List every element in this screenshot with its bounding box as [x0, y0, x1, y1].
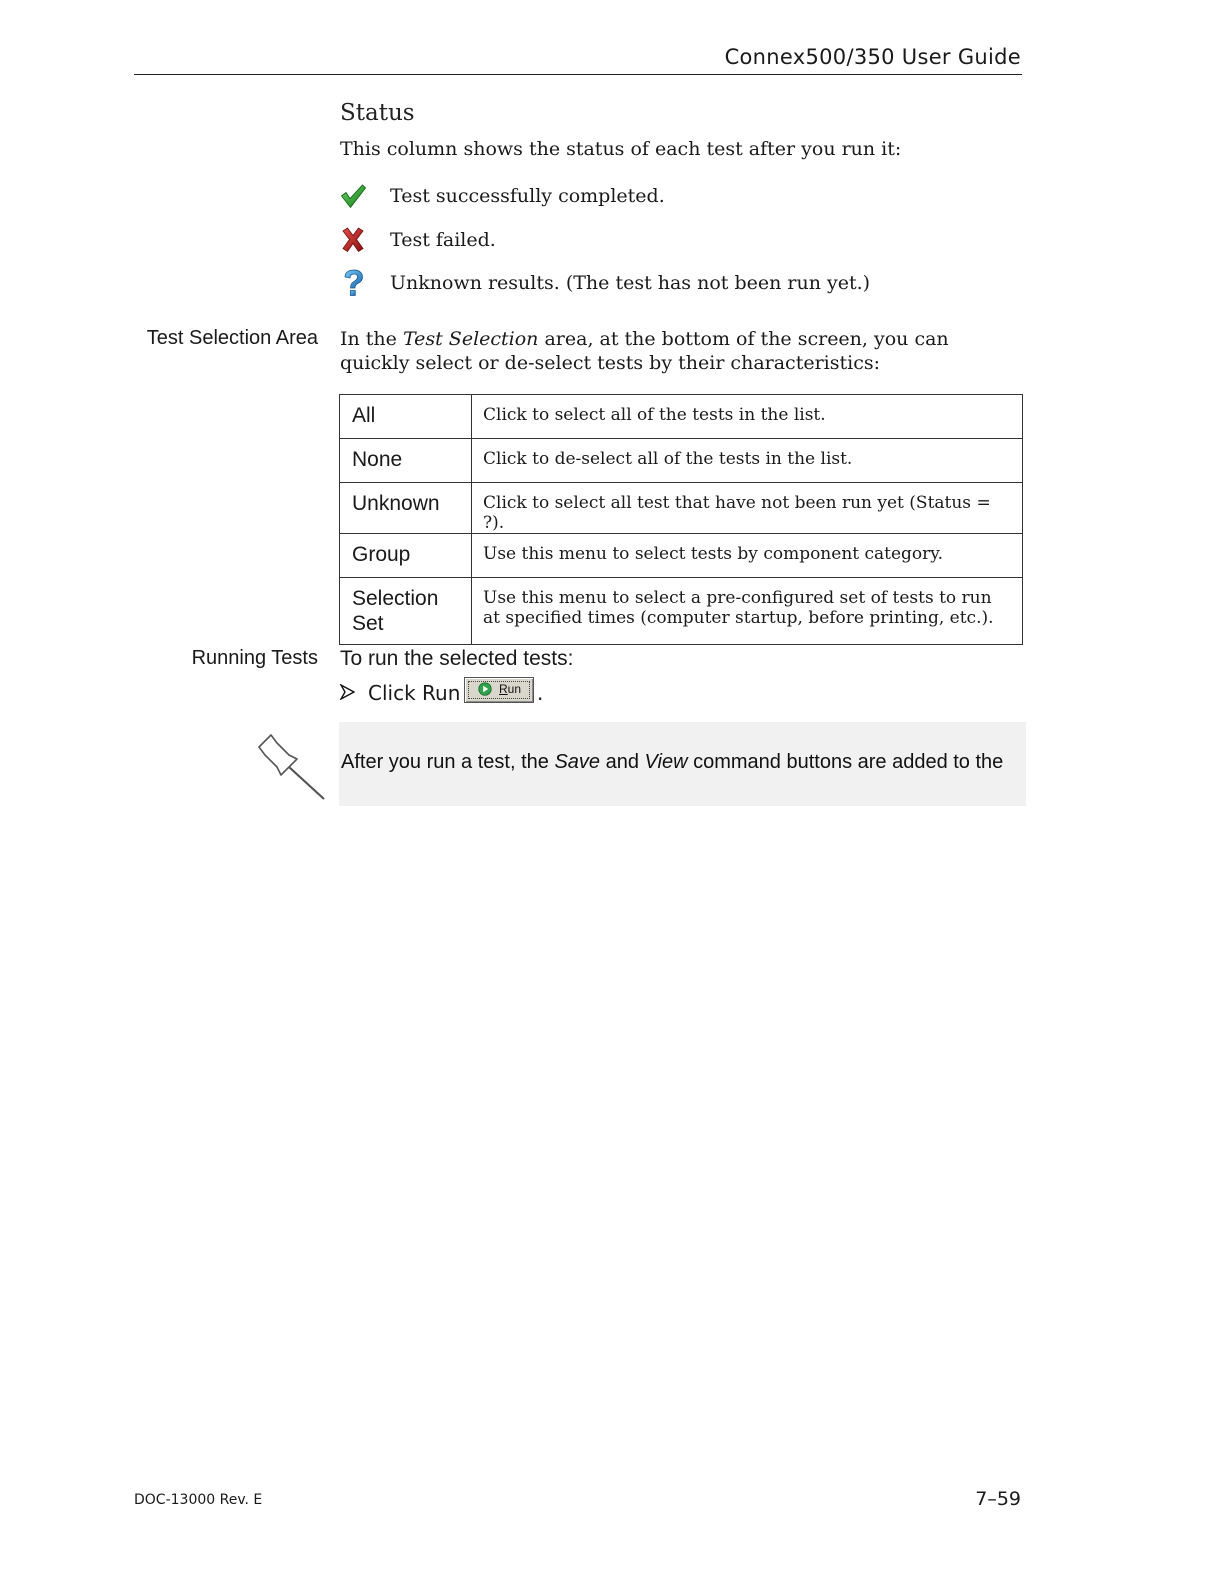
table-desc: Use this menu to select tests by component category.: [472, 534, 1023, 578]
question-mark-icon: [340, 269, 366, 297]
table-row: [340, 578, 1023, 645]
test-selection-em: Test Selection: [402, 328, 539, 350]
test-selection-intro: In the Test Selection area, at the bottom of the screen, you can quickly select or de-select tests by their characteristics:: [340, 328, 949, 374]
status-item-unknown: [340, 269, 1020, 299]
table-key: None: [340, 439, 472, 483]
header-rule: [134, 74, 1022, 75]
status-item-label: Test successfully completed.: [390, 185, 665, 207]
table-desc: Click to select all test that have not been run yet (Status = ?).: [472, 483, 1023, 534]
table-row: [340, 534, 1023, 578]
table-desc: Use this menu to select a pre-configured set of tests to run at specified times (computer startup, before printing, etc.).: [472, 578, 1023, 645]
table-key: Group: [340, 534, 472, 578]
header-title: Connex500/350 User Guide: [724, 45, 1021, 69]
note-box: [339, 722, 1026, 806]
status-item-failed: [340, 226, 1020, 256]
table-row: [340, 439, 1023, 483]
pushpin-icon: [256, 733, 326, 801]
play-icon: [478, 682, 492, 696]
table-row: [340, 483, 1023, 534]
test-selection-side-label: Test Selection Area: [146, 327, 318, 349]
table-key: Selection Set: [340, 578, 472, 645]
arrow-bullet-icon: [340, 684, 355, 700]
table-key: All: [340, 395, 472, 439]
test-selection-table: [339, 394, 1023, 645]
table-key: Unknown: [340, 483, 472, 534]
table-row: [340, 395, 1023, 439]
status-item-success: [340, 182, 1020, 212]
checkmark-icon: [340, 182, 366, 210]
running-tests-side-label: Running Tests: [191, 647, 318, 669]
footer-page-number: 7–59: [975, 1488, 1021, 1510]
table-desc: Click to de-select all of the tests in the list.: [472, 439, 1023, 483]
x-mark-icon: [340, 226, 366, 254]
note-save-em: Save: [554, 751, 601, 773]
running-tests-intro: To run the selected tests:: [340, 647, 574, 670]
status-intro: This column shows the status of each test after you run it:: [340, 138, 902, 160]
note-view-em: View: [644, 751, 688, 773]
run-step-period: .: [537, 681, 544, 705]
status-item-label: Unknown results. (The test has not been run yet.): [390, 272, 871, 294]
footer-doc-id: DOC-13000 Rev. E: [134, 1492, 263, 1508]
run-step: [340, 676, 640, 708]
run-button[interactable]: [464, 677, 534, 703]
status-item-label: Test failed.: [390, 229, 496, 251]
table-desc: Click to select all of the tests in the list.: [472, 395, 1023, 439]
note-text: After you run a test, the Save and View command buttons are added to the: [341, 751, 1004, 773]
run-button-label: Run: [499, 682, 522, 696]
status-heading: Status: [340, 100, 415, 126]
run-step-text: Click Run: [368, 681, 461, 705]
